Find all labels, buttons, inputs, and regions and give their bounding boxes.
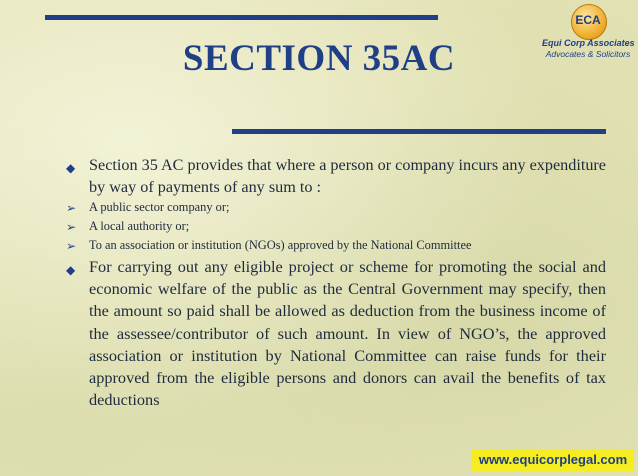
bullet-text: For carrying out any eligible project or scheme for promoting the social and economic welfare of the public as the Central Government may specify, then the amount so paid shall be allowed as deduction from the business income of the assessee/contributor of such amount. In view of NGO’s, the approved association or institution by National Committee can raise funds for their approved from the eligible persons and donors can avail the benefits of tax deductions	[89, 257, 606, 410]
sub-item-public-sector	[66, 198, 606, 217]
sub-item-text: A local authority or;	[89, 219, 190, 233]
arrow-bullet-icon: ➢	[66, 220, 77, 234]
bullet-list	[66, 154, 606, 411]
logo-tagline: Advocates & Solicitors	[545, 49, 631, 59]
title-underline-rule	[232, 129, 606, 134]
top-rule	[45, 15, 438, 20]
slide-title: SECTION 35AC	[182, 38, 456, 79]
sub-item-association	[66, 236, 606, 255]
bullet-item-eligible-project	[66, 256, 606, 411]
diamond-bullet-icon: ◆	[66, 263, 76, 277]
bullet-text: Section 35 AC provides that where a person or company incurs any expenditure by way of payments of any sum to :	[89, 156, 606, 196]
sub-item-local-authority	[66, 217, 606, 236]
arrow-bullet-icon: ➢	[66, 201, 77, 215]
logo-initials: ECA	[575, 13, 601, 27]
footer-website-link[interactable]: www.equicorplegal.com	[472, 449, 634, 471]
diamond-bullet-icon: ◆	[66, 161, 76, 175]
arrow-bullet-icon: ➢	[66, 239, 77, 253]
sub-item-text: A public sector company or;	[89, 200, 230, 214]
bullet-item-section-intro	[66, 154, 606, 198]
sub-item-text: To an association or institution (NGOs) approved by the National Committee	[89, 238, 472, 252]
logo-firm-name: Equi Corp Associates	[542, 38, 635, 48]
